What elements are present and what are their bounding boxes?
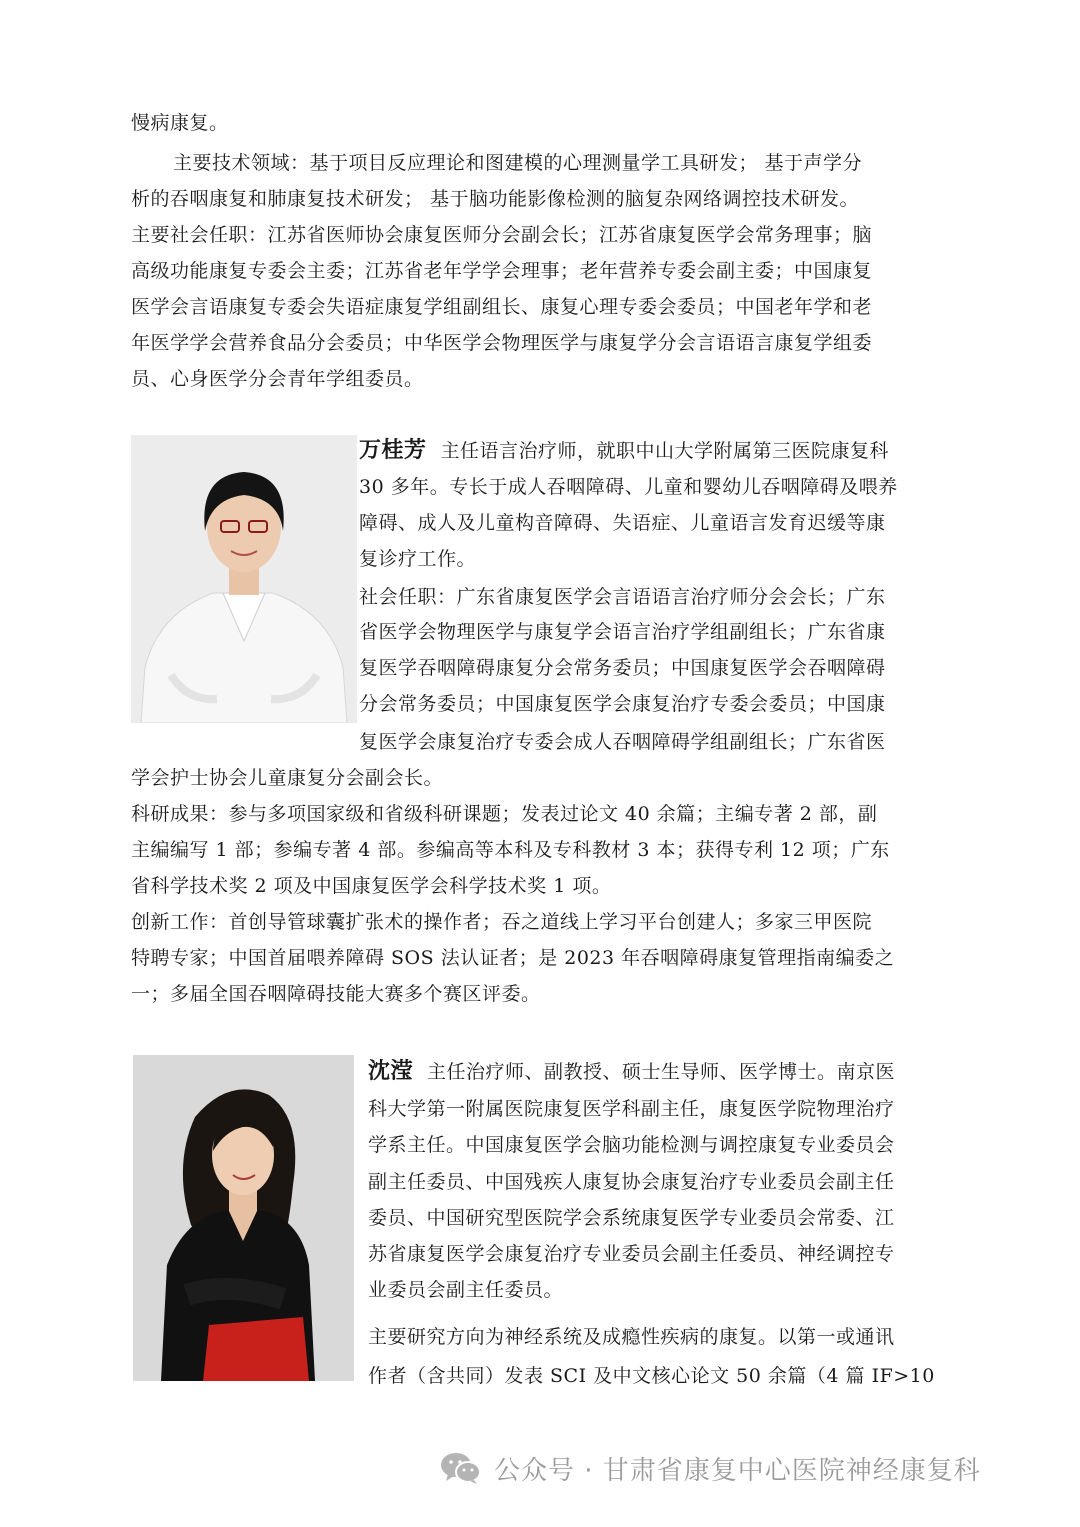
profile-line: 苏省康复医学会康复治疗专业委员会副主任委员、神经调控专 bbox=[368, 1243, 895, 1265]
profile-line: 复诊疗工作。 bbox=[359, 548, 477, 570]
profile-line: 省医学会物理医学与康复学会语言治疗学组副组长；广东省康 bbox=[359, 621, 886, 643]
profile-line: 学会护士协会儿童康复分会副会长。 bbox=[131, 767, 444, 789]
intro-line: 高级功能康复专委会主委；江苏省老年学学会理事；老年营养专委会副主委；中国康复 bbox=[131, 260, 873, 282]
profile-line: 障碍、成人及儿童构音障碍、失语症、儿童语言发育迟缓等康 bbox=[359, 512, 886, 534]
profile-text: 主任语言治疗师，就职中山大学附属第三医院康复科 bbox=[440, 440, 890, 462]
profile-line: 主要研究方向为神经系统及成瘾性疾病的康复。以第一或通讯 bbox=[368, 1326, 895, 1348]
profile-line: 复医学会康复治疗专委会成人吞咽障碍学组副组长；广东省医 bbox=[359, 731, 886, 753]
profile-line bbox=[368, 1054, 951, 1090]
intro-line: 慢病康复。 bbox=[131, 112, 229, 134]
profile-line: 分会常务委员；中国康复医学会康复治疗专委会委员；中国康 bbox=[359, 693, 886, 715]
profile-line: 业委员会副主任委员。 bbox=[368, 1279, 564, 1301]
person-name: 万桂芳 bbox=[359, 438, 427, 463]
profile-line: 社会任职：广东省康复医学会言语语言治疗师分会会长；广东 bbox=[359, 586, 886, 608]
watermark-text: 公众号 · 甘肃省康复中心医院神经康复科 bbox=[494, 1455, 981, 1486]
profile-text: 主任治疗师、副教授、硕士生导师、医学博士。南京医 bbox=[427, 1061, 896, 1083]
profile-line: 省科学技术奖 2 项及中国康复医学会科学技术奖 1 项。 bbox=[131, 875, 612, 897]
intro-line: 员、心身医学分会青年学组委员。 bbox=[131, 368, 424, 390]
intro-line: 医学会言语康复专委会失语症康复学组副组长、康复心理专委会委员；中国老年学和老 bbox=[131, 296, 873, 318]
intro-line: 年医学学会营养食品分会委员；中华医学会物理医学与康复学分会言语语言康复学组委 bbox=[131, 332, 873, 354]
wechat-icon bbox=[440, 1451, 482, 1485]
intro-line: 主要社会任职：江苏省医师协会康复医师分会副会长；江苏省康复医学会常务理事；脑 bbox=[131, 224, 873, 246]
portrait-photo-shen-ying bbox=[133, 1055, 354, 1381]
portrait-photo-wan-guifang bbox=[131, 435, 357, 723]
profile-line: 学系主任。中国康复医学会脑功能检测与调控康复专业委员会 bbox=[368, 1134, 895, 1156]
official-account-watermark bbox=[440, 1448, 981, 1488]
intro-line: 析的吞咽康复和肺康复技术研发； 基于脑功能影像检测的脑复杂网络调控技术研发。 bbox=[131, 188, 860, 210]
profile-line: 特聘专家；中国首届喂养障碍 SOS 法认证者；是 2023 年吞咽障碍康复管理指南编委之 bbox=[131, 947, 895, 969]
profile-line: 副主任委员、中国残疾人康复协会康复治疗专业委员会副主任 bbox=[368, 1171, 895, 1193]
profile-line: 委员、中国研究型医院学会系统康复医学专业委员会常委、江 bbox=[368, 1207, 895, 1229]
person-name: 沈滢 bbox=[368, 1059, 414, 1084]
profile-line: 科大学第一附属医院康复医学科副主任，康复医学院物理治疗 bbox=[368, 1098, 895, 1120]
profile-line: 作者（含共同）发表 SCI 及中文核心论文 50 余篇（4 篇 IF>10 bbox=[368, 1365, 935, 1387]
profile-line: 一；多届全国吞咽障碍技能大赛多个赛区评委。 bbox=[131, 983, 541, 1005]
profile-line: 创新工作：首创导管球囊扩张术的操作者；吞之道线上学习平台创建人；多家三甲医院 bbox=[131, 911, 873, 933]
profile-line: 主编编写 1 部；参编专著 4 部。参编高等本科及专科教材 3 本；获得专利 12 项；广东 bbox=[131, 839, 890, 861]
profile-line bbox=[359, 433, 951, 469]
profile-line: 复医学吞咽障碍康复分会常务委员；中国康复医学会吞咽障碍 bbox=[359, 657, 886, 679]
intro-line: 主要技术领域：基于项目反应理论和图建模的心理测量学工具研发； 基于声学分 bbox=[173, 152, 863, 174]
profile-line: 科研成果：参与多项国家级和省级科研课题；发表过论文 40 余篇；主编专著 2 部，副 bbox=[131, 803, 878, 825]
profile-line: 30 多年。专长于成人吞咽障碍、儿童和婴幼儿吞咽障碍及喂养 bbox=[359, 476, 898, 498]
